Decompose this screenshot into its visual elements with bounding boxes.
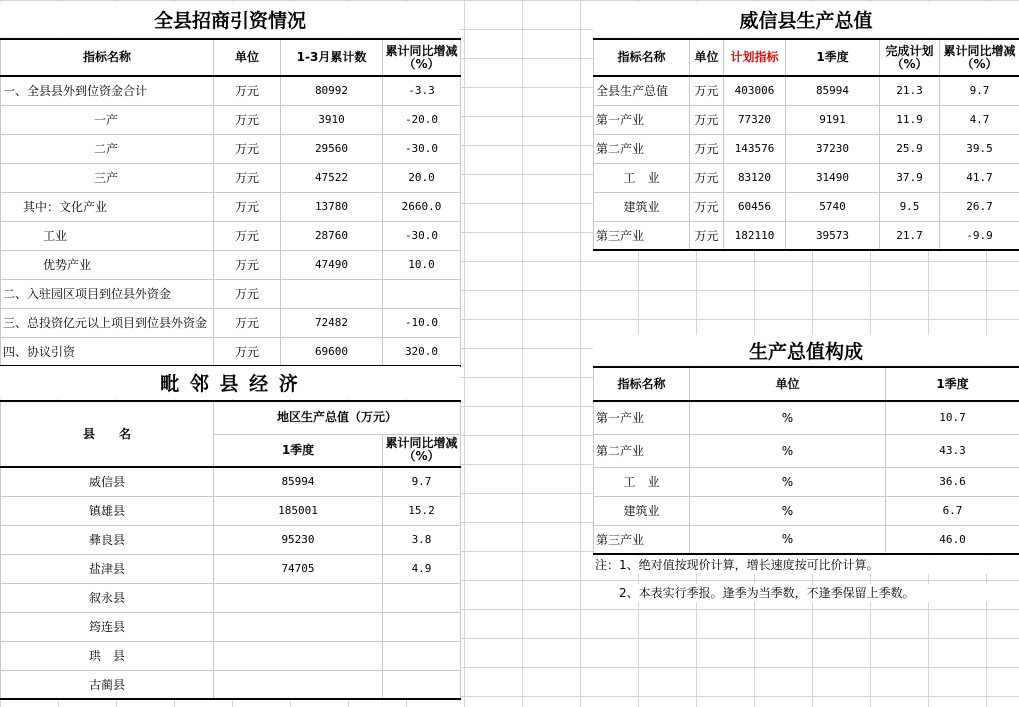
indicator-name: 第三产业 [594, 525, 690, 554]
q1-value: 37230 [786, 134, 880, 163]
yoy-value: 4.9 [383, 554, 461, 583]
cumulative-value: 28760 [281, 221, 383, 250]
yoy-value: 9.7 [383, 467, 461, 496]
yoy-value: 320.0 [383, 337, 461, 366]
header-yoy: 累计同比增减（%） [940, 39, 1019, 76]
indicator-name: 建筑业 [594, 192, 690, 221]
yoy-value: 4.7 [940, 105, 1019, 134]
table-row [594, 496, 1019, 525]
indicator-name: 工 业 [594, 163, 690, 192]
table-row [594, 525, 1019, 554]
header-q1: 1季度 [786, 39, 880, 76]
indicator-name: 第二产业 [594, 134, 690, 163]
unit-cell: 万元 [214, 250, 281, 279]
q1-value: 85994 [786, 76, 880, 105]
table-row [1, 496, 461, 525]
plan-value: 83120 [724, 163, 786, 192]
neighbor-county-table [0, 400, 461, 700]
unit-cell: 万元 [690, 105, 724, 134]
indicator-name: 全县生产总值 [594, 76, 690, 105]
unit-cell: 万元 [214, 337, 281, 366]
cumulative-value: 47522 [281, 163, 383, 192]
q1-value: 74705 [214, 554, 383, 583]
indicator-name: 一、全县县外到位资金合计 [1, 76, 214, 105]
table-row [1, 583, 461, 612]
yoy-value: 10.0 [383, 250, 461, 279]
completion-value: 9.5 [880, 192, 940, 221]
county-name: 盐津县 [1, 554, 214, 583]
table-row [1, 163, 461, 192]
footnote-1: 注：1、绝对值按现价计算，增长速度按可比价计算。 [593, 556, 1019, 574]
table-row [594, 434, 1019, 467]
table-row [594, 401, 1019, 434]
indicator-name: 工业 [1, 221, 214, 250]
q1-value: 95230 [214, 525, 383, 554]
plan-value: 403006 [724, 76, 786, 105]
table-row [1, 105, 461, 134]
indicator-name: 一产 [1, 105, 214, 134]
yoy-value [383, 279, 461, 308]
q1-value: 36.6 [886, 467, 1019, 496]
plan-value: 143576 [724, 134, 786, 163]
indicator-name: 第二产业 [594, 434, 690, 467]
unit-cell: % [690, 401, 886, 434]
cumulative-value: 72482 [281, 308, 383, 337]
header-unit: 单位 [690, 39, 724, 76]
indicator-name: 第一产业 [594, 401, 690, 434]
table-row [1, 221, 461, 250]
q1-value [214, 670, 383, 699]
investment-table [0, 38, 461, 367]
yoy-value: -9.9 [940, 221, 1019, 250]
county-name: 古蔺县 [1, 670, 214, 699]
header-yoy: 累计同比增减（%） [383, 39, 461, 76]
header-plan-target: 计划指标 [724, 39, 786, 76]
table-row [1, 612, 461, 641]
table-row [1, 337, 461, 366]
indicator-name: 四、协议引资 [1, 337, 214, 366]
header-q1: 1季度 [214, 434, 383, 467]
unit-cell: % [690, 525, 886, 554]
cumulative-value: 69600 [281, 337, 383, 366]
unit-cell: 万元 [214, 279, 281, 308]
yoy-value: 3.8 [383, 525, 461, 554]
header-indicator-name: 指标名称 [594, 39, 690, 76]
unit-cell: 万元 [690, 134, 724, 163]
table-row [1, 308, 461, 337]
county-name: 筠连县 [1, 612, 214, 641]
yoy-value: 15.2 [383, 496, 461, 525]
yoy-value: -10.0 [383, 308, 461, 337]
indicator-name: 第一产业 [594, 105, 690, 134]
header-indicator-name: 指标名称 [594, 367, 690, 401]
unit-cell: % [690, 434, 886, 467]
yoy-value: 9.7 [940, 76, 1019, 105]
cumulative-value [281, 279, 383, 308]
yoy-value [383, 641, 461, 670]
table-row [594, 467, 1019, 496]
indicator-name: 建筑业 [594, 496, 690, 525]
investment-table-title: 全县招商引资情况 [0, 2, 460, 37]
header-unit: 单位 [690, 367, 886, 401]
header-yoy: 累计同比增减（%） [383, 434, 461, 467]
table-row [594, 134, 1019, 163]
table-row [594, 221, 1019, 250]
county-name: 威信县 [1, 467, 214, 496]
q1-value: 39573 [786, 221, 880, 250]
q1-value: 31490 [786, 163, 880, 192]
yoy-value: 41.7 [940, 163, 1019, 192]
header-cumulative: 1-3月累计数 [281, 39, 383, 76]
gdp-table [593, 38, 1019, 251]
unit-cell: 万元 [214, 221, 281, 250]
q1-value [214, 612, 383, 641]
completion-value: 21.7 [880, 221, 940, 250]
table-row [1, 192, 461, 221]
table-row [1, 76, 461, 105]
q1-value: 6.7 [886, 496, 1019, 525]
table-row [1, 134, 461, 163]
composition-table-title: 生产总值构成 [593, 335, 1019, 365]
plan-value: 60456 [724, 192, 786, 221]
header-unit: 单位 [214, 39, 281, 76]
indicator-name: 工 业 [594, 467, 690, 496]
indicator-name: 其中：文化产业 [1, 192, 214, 221]
table-row [1, 467, 461, 496]
table-row [594, 105, 1019, 134]
yoy-value: -30.0 [383, 221, 461, 250]
county-name: 镇雄县 [1, 496, 214, 525]
completion-value: 11.9 [880, 105, 940, 134]
unit-cell: 万元 [214, 76, 281, 105]
q1-value: 9191 [786, 105, 880, 134]
unit-cell: % [690, 496, 886, 525]
unit-cell: 万元 [214, 134, 281, 163]
unit-cell: 万元 [690, 76, 724, 105]
indicator-name: 三、总投资亿元以上项目到位县外资金 [1, 308, 214, 337]
table-row [1, 670, 461, 699]
q1-value: 43.3 [886, 434, 1019, 467]
yoy-value: -3.3 [383, 76, 461, 105]
yoy-value: -30.0 [383, 134, 461, 163]
county-name: 珙 县 [1, 641, 214, 670]
unit-cell: 万元 [214, 163, 281, 192]
neighbor-table-title: 毗 邻 县 经 济 [0, 366, 460, 399]
header-regional-gdp: 地区生产总值（万元） [214, 401, 461, 434]
unit-cell: 万元 [690, 221, 724, 250]
unit-cell: 万元 [690, 192, 724, 221]
indicator-name: 第三产业 [594, 221, 690, 250]
indicator-name: 二、入驻园区项目到位县外资金 [1, 279, 214, 308]
cumulative-value: 29560 [281, 134, 383, 163]
yoy-value [383, 612, 461, 641]
table-row [1, 641, 461, 670]
table-row [1, 250, 461, 279]
yoy-value: 2660.0 [383, 192, 461, 221]
cumulative-value: 3910 [281, 105, 383, 134]
table-row [1, 525, 461, 554]
table-row [594, 76, 1019, 105]
completion-value: 37.9 [880, 163, 940, 192]
cumulative-value: 80992 [281, 76, 383, 105]
gdp-table-title: 威信县生产总值 [593, 2, 1019, 37]
indicator-name: 二产 [1, 134, 214, 163]
unit-cell: 万元 [214, 192, 281, 221]
completion-value: 21.3 [880, 76, 940, 105]
q1-value: 185001 [214, 496, 383, 525]
table-row [1, 279, 461, 308]
yoy-value [383, 670, 461, 699]
yoy-value: 20.0 [383, 163, 461, 192]
table-row [594, 163, 1019, 192]
unit-cell: 万元 [690, 163, 724, 192]
header-plan-completion: 完成计划（%） [880, 39, 940, 76]
q1-value [214, 641, 383, 670]
cumulative-value: 47490 [281, 250, 383, 279]
q1-value: 46.0 [886, 525, 1019, 554]
table-row [594, 192, 1019, 221]
table-row [1, 554, 461, 583]
county-name: 彝良县 [1, 525, 214, 554]
indicator-name: 三产 [1, 163, 214, 192]
yoy-value [383, 583, 461, 612]
header-county-name: 县 名 [1, 401, 214, 467]
footnote-2: 2、本表实行季报。逢季为当季数，不逢季保留上季数。 [593, 584, 1019, 602]
yoy-value: 26.7 [940, 192, 1019, 221]
cumulative-value: 13780 [281, 192, 383, 221]
yoy-value: 39.5 [940, 134, 1019, 163]
header-q1: 1季度 [886, 367, 1019, 401]
plan-value: 182110 [724, 221, 786, 250]
plan-value: 77320 [724, 105, 786, 134]
q1-value: 10.7 [886, 401, 1019, 434]
unit-cell: % [690, 467, 886, 496]
q1-value: 5740 [786, 192, 880, 221]
unit-cell: 万元 [214, 105, 281, 134]
indicator-name: 优势产业 [1, 250, 214, 279]
unit-cell: 万元 [214, 308, 281, 337]
gdp-composition-table [593, 366, 1019, 555]
header-indicator-name: 指标名称 [1, 39, 214, 76]
county-name: 叙永县 [1, 583, 214, 612]
yoy-value: -20.0 [383, 105, 461, 134]
q1-value [214, 583, 383, 612]
q1-value: 85994 [214, 467, 383, 496]
completion-value: 25.9 [880, 134, 940, 163]
